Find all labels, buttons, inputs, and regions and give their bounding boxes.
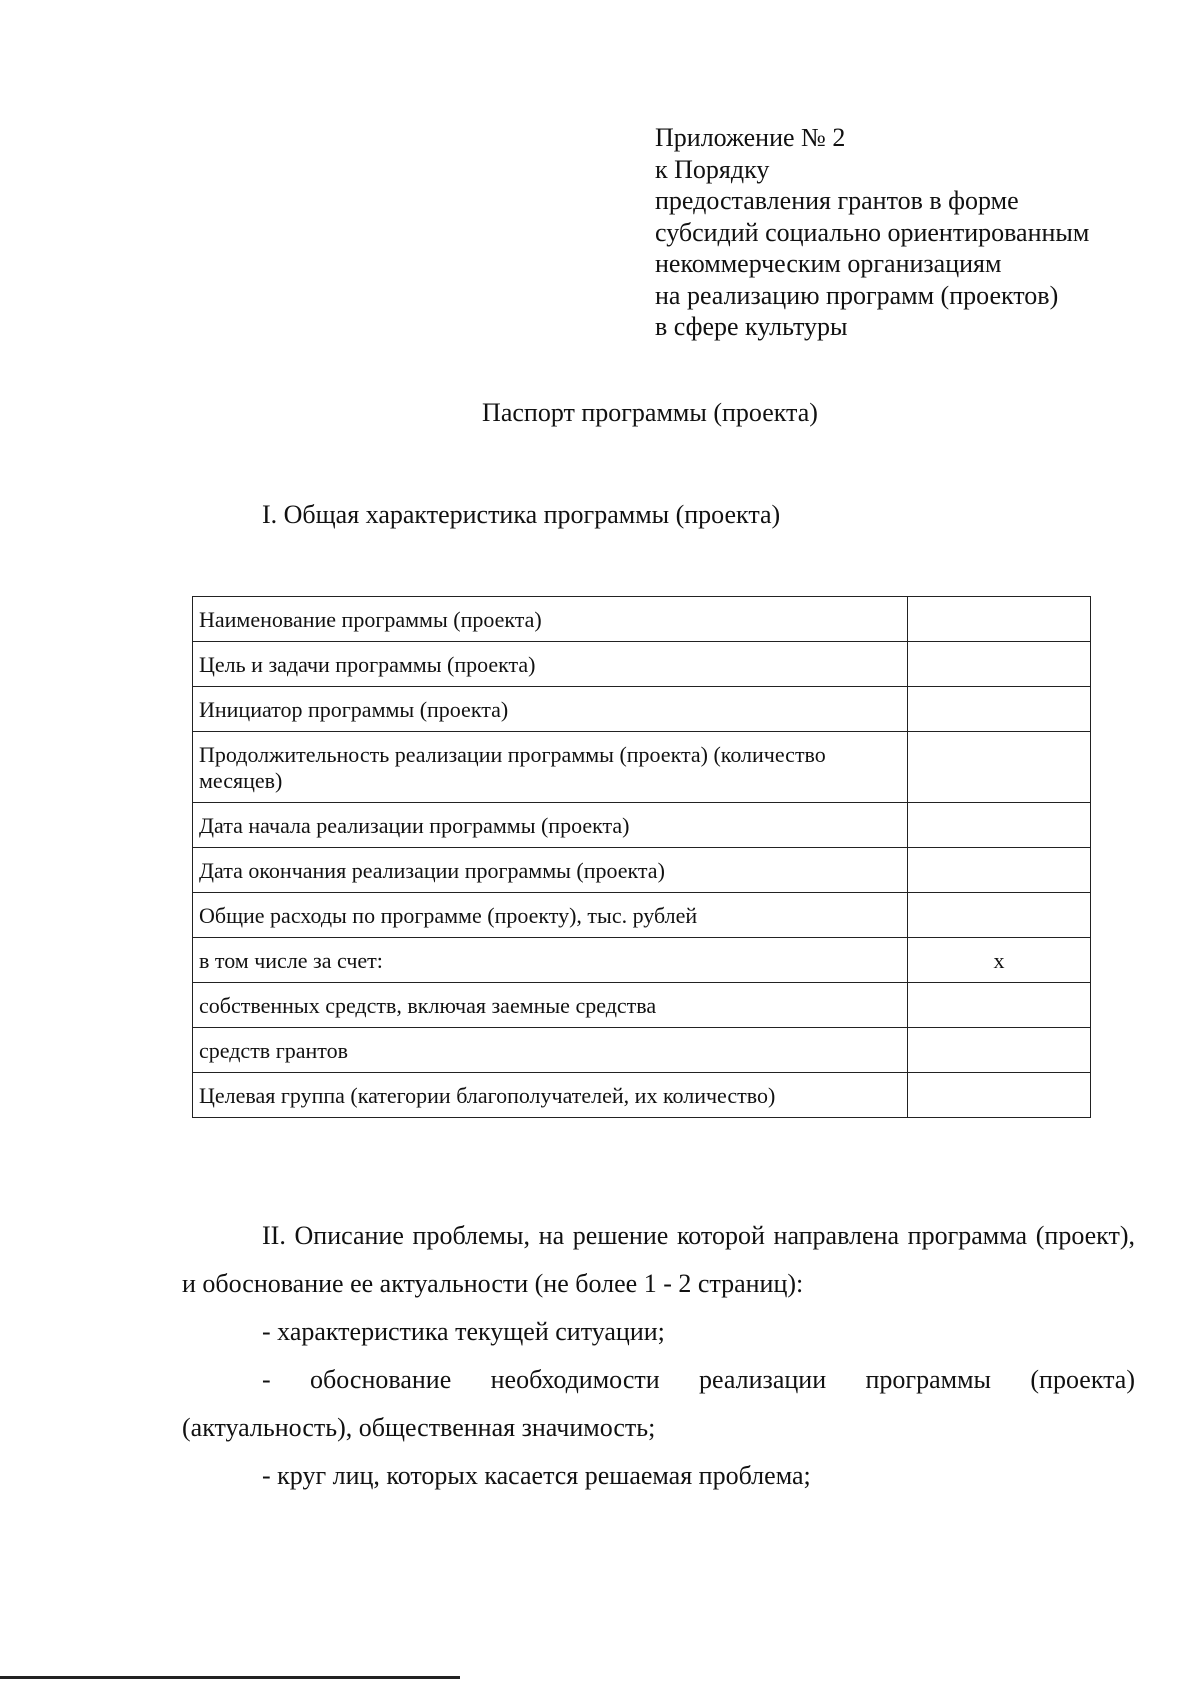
row-value: х [908, 938, 1091, 983]
row-value [908, 848, 1091, 893]
section2-bullet: - характеристика текущей ситуации; [262, 1317, 665, 1346]
section2-intro: II. Описание проблемы, на решение которой направлена программа (проект), и обоснование ее актуальности (не более 1 - 2 страниц): [182, 1221, 1135, 1298]
document-title: Паспорт программы (проекта) [482, 398, 818, 427]
row-label: Дата окончания реализации программы (проекта) [193, 848, 908, 893]
row-value [908, 732, 1091, 803]
bottom-divider [0, 1676, 460, 1679]
row-value [908, 642, 1091, 687]
row-label: Целевая группа (категории благополучателей, их количество) [193, 1073, 908, 1118]
row-value [908, 983, 1091, 1028]
table-row [193, 893, 1091, 938]
row-value [908, 597, 1091, 642]
appendix-line: на реализацию программ (проектов) [655, 280, 1059, 310]
table-row [193, 848, 1091, 893]
table-row [193, 597, 1091, 642]
appendix-line: в сфере культуры [655, 312, 848, 341]
row-value [908, 1073, 1091, 1118]
section1-title: I. Общая характеристика программы (проекта) [262, 500, 781, 529]
row-value [908, 687, 1091, 732]
row-label: Цель и задачи программы (проекта) [193, 642, 908, 687]
row-label: Продолжительность реализации программы (проекта) (количество месяцев) [193, 732, 908, 803]
appendix-line: предоставления грантов в форме [655, 186, 1019, 215]
table-row [193, 983, 1091, 1028]
table-row [193, 1028, 1091, 1073]
appendix-header [655, 122, 1175, 343]
passport-table [192, 596, 1091, 1118]
table-row [193, 687, 1091, 732]
row-label: собственных средств, включая заемные средства [193, 983, 908, 1028]
appendix-line: субсидий социально ориентированным [655, 217, 1090, 247]
row-value [908, 1028, 1091, 1073]
row-label: Инициатор программы (проекта) [193, 687, 908, 732]
table-row [193, 1073, 1091, 1118]
appendix-line: к Порядку [655, 154, 770, 184]
row-label: Дата начала реализации программы (проекта) [193, 803, 908, 848]
row-value [908, 803, 1091, 848]
appendix-line: Приложение № 2 [655, 123, 846, 152]
section2-bullet: - круг лиц, которых касается решаемая проблема; [262, 1461, 811, 1490]
table-row [193, 732, 1091, 803]
section2 [182, 1212, 1135, 1500]
row-label: в том числе за счет: [193, 938, 908, 983]
row-label: Наименование программы (проекта) [193, 597, 908, 642]
row-value [908, 893, 1091, 938]
table-row [193, 938, 1091, 983]
table-row [193, 642, 1091, 687]
row-label: Общие расходы по программе (проекту), тыс. рублей [193, 893, 908, 938]
appendix-line: некоммерческим организациям [655, 249, 1002, 278]
table-row [193, 803, 1091, 848]
section2-bullet: - обоснование необходимости реализации программы (проекта) (актуальность), общественная значимость; [182, 1365, 1135, 1442]
row-label: средств грантов [193, 1028, 908, 1073]
